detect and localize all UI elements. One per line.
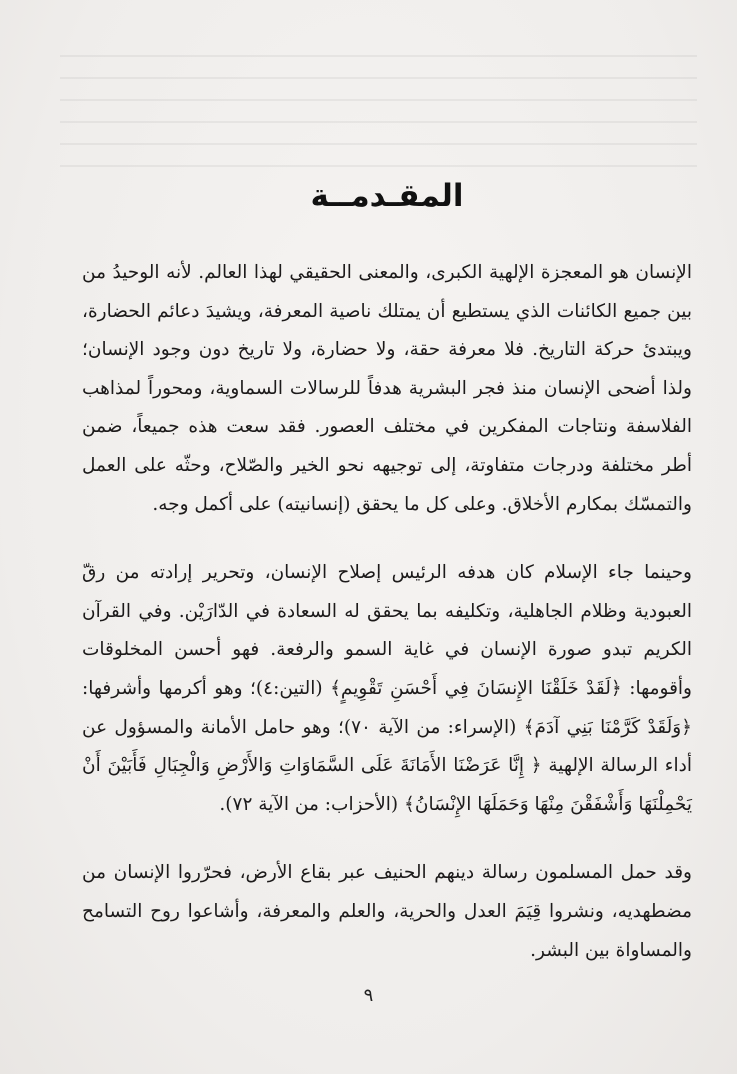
paragraph-3: وقد حمل المسلمون رسالة دينهم الحنيف عبر بقاع الأرض، فحرّروا الإنسان من مضطهديه، ونشروا قِيَمَ العدل والحرية، والعلم والمعرفة، وأشاعوا روح التسامح والمساواة بين البشر. [82,862,692,961]
page-content [82,176,692,1000]
page-number: ٩ [363,985,374,1006]
show-through-text [60,55,697,175]
page-title: المقـدمــة [310,178,464,214]
paragraph-1: الإنسان هو المعجزة الإلهية الكبرى، والمعنى الحقيقي لهذا العالم. لأنه الوحيدُ من بين جميع الكائنات الذي يستطيع أن يمتلك ناصية المعرفة، ويشيدَ دعائم الحضارة، ويبتدئ حركة التاريخ. فلا معرفة حقة، ولا حضارة، ولا تاريخ دون وجود الإنسان؛ ولذا أضحى الإنسان منذ فجر البشرية هدفاً للرسالات السماوية، ومحوراً لمذاهب الفلاسفة ونتاجات المفكرين في مختلف العصور. فقد سعت هذه جميعاً، ضمن أطر مختلفة ودرجات متفاوتة، إلى توجيهه نحو الخير والصّلاح، وحثّه على العمل والتمسّك بمكارم الأخلاق. وعلى كل ما يحقق (إنسانيته) على أكمل وجه. [82,262,692,515]
paragraph-2: وحينما جاء الإسلام كان هدفه الرئيس إصلاح الإنسان، وتحرير إرادته من رقّ العبودية وظلام الجاهلية، وتكليفه بما يحقق له السعادة في الدّارَيْن. وفي القرآن الكريم تبدو صورة الإنسان في غاية السمو والرفعة. فهو أحسن المخلوقات وأقومها: ﴿لَقَدْ خَلَقْنَا الإِنسَانَ فِي أَحْسَنِ تَقْوِيمٍ﴾ (التين:٤)؛ وهو أكرمها وأشرفها: ﴿وَلَقَدْ كَرَّمْنَا بَنِي آدَمَ﴾ (الإسراء: من الآية ٧٠)؛ وهو حامل الأمانة والمسؤول عن أداء الرسالة الإلهية ﴿ إِنَّا عَرَضْنَا الأَمَانَةَ عَلَى السَّمَاوَاتِ وَالأَرْضِ وَالْجِبَالِ فَأَبَيْنَ أَنْ يَحْمِلْنَهَا وَأَشْفَقْنَ مِنْهَا وَحَمَلَهَا الإِنْسَانُ﴾ (الأحزاب: من الآية ٧٢). [82,562,692,815]
